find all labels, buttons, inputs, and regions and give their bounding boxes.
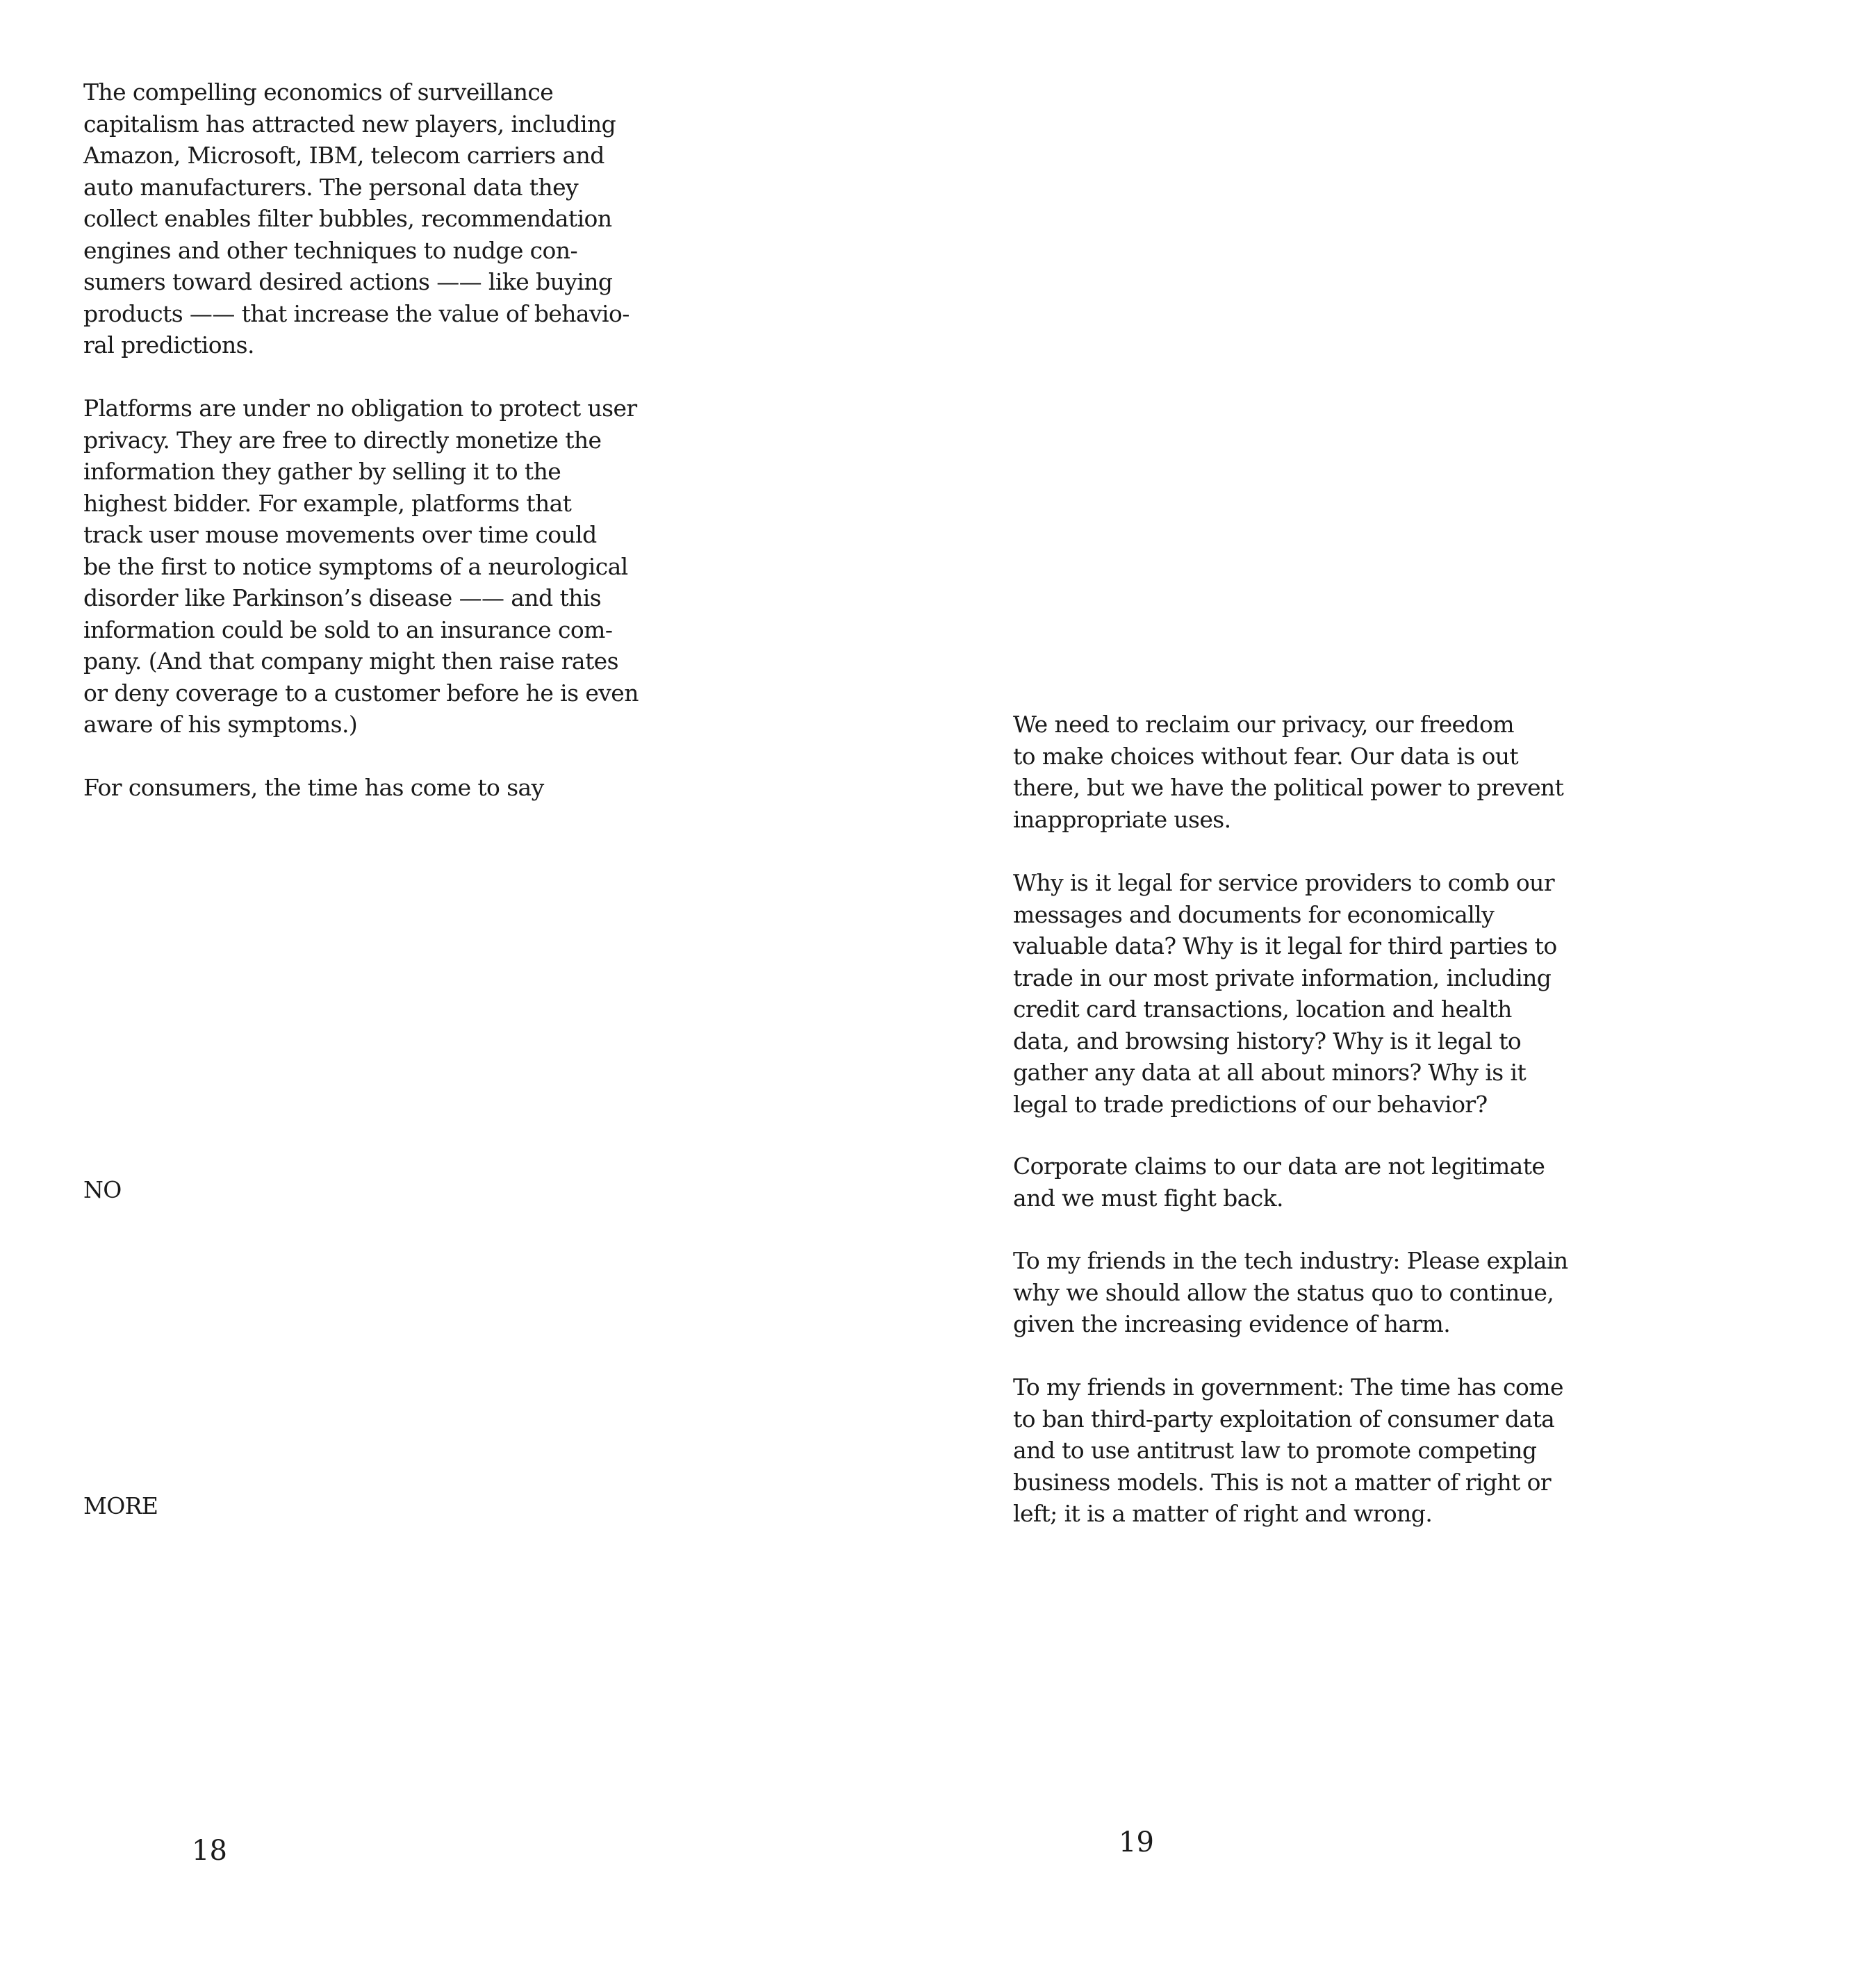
word-more: MORE — [83, 1492, 158, 1519]
paragraph-why-legal: Why is it legal for service providers to comb our messages and documents for economically valuable data? Why is it legal for third parties to trade in our most private information, including credit card transactions, location and health data, and browsing history? Why is it legal to gather any data at all about minors? Why is it legal to trade predictions of our behavior? — [1013, 869, 1557, 1118]
paragraph-government: To my friends in government: The time has come to ban third-party exploitation of consumer data and to use antitrust law to promote competing business models. This is not a matter of right or left; it is a matter of right and wrong. — [1013, 1373, 1563, 1527]
right-page — [938, 0, 1876, 1980]
paragraph-surveillance-economics: The compelling economics of surveillance capitalism has attracted new players, including Amazon, Microsoft, IBM, telecom carriers and auto manufacturers. The personal data they collect enables filter bubbles, recommendation engines and other techniques to nudge con- sumers toward desired actions —— like buying products —— that increase the value of behavio- ral predictions. — [83, 79, 630, 358]
paragraph-consumers-say: For consumers, the time has come to say — [83, 774, 544, 801]
paragraph-platform-privacy: Platforms are under no obligation to protect user privacy. They are free to directly monetize the information they gather by selling it to the highest bidder. For example, platforms that track user mouse movements over time could be the first to notice symptoms of a neurological disorder like Parkinson’s disease —— and this information could be sold to an insurance com- pany. (And that company might then raise rates or deny coverage to a customer before he is even aware of his symptoms.) — [83, 395, 639, 738]
paragraph-corporate-claims: Corporate claims to our data are not legitimate and we must fight back. — [1013, 1153, 1545, 1212]
page-number-right: 19 — [1119, 1826, 1154, 1858]
paragraph-tech-industry: To my friends in the tech industry: Please explain why we should allow the status quo to continue, given the increasing evidence of harm. — [1013, 1247, 1568, 1337]
word-no: NO — [83, 1176, 122, 1203]
paragraph-reclaim-privacy: We need to reclaim our privacy, our freedom to make choices without fear. Our data is out there, but we have the political power to prevent inappropriate uses. — [1013, 711, 1564, 833]
page-number-left: 18 — [192, 1835, 227, 1867]
